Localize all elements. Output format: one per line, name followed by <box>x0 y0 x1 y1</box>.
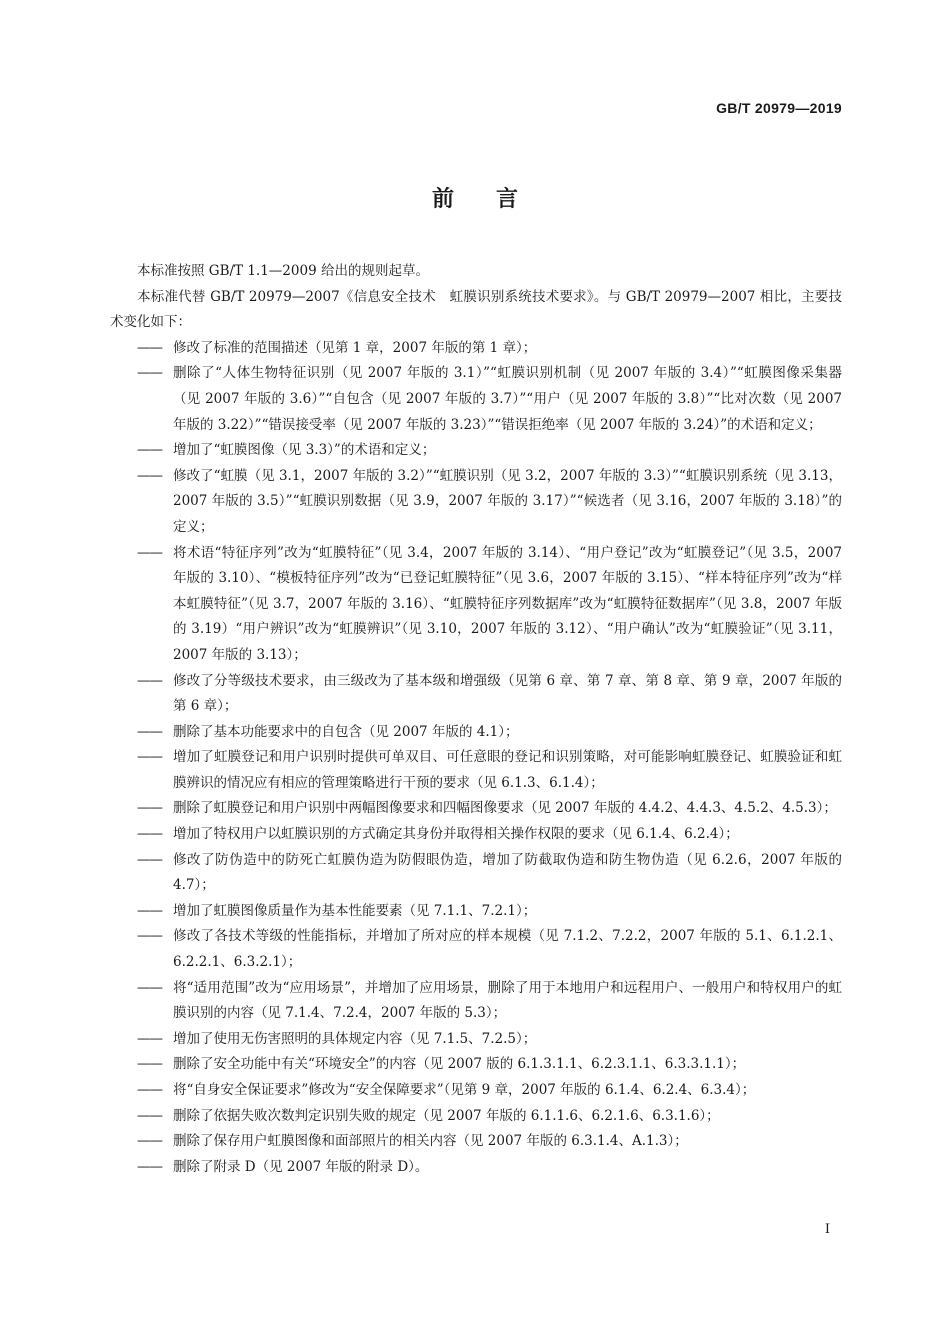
list-item <box>110 1078 842 1104</box>
list-item-text: 将“适用范围”改为“应用场景”，并增加了应用场景，删除了用于本地用户和远程用户、一般用户和特权用户的虹膜识别的内容（见 7.1.4、7.2.4，2007 年版的 5.3）； <box>173 979 842 1022</box>
list-dash: —— <box>137 339 162 356</box>
list-item-text: 将“自身安全保证要求”修改为“安全保障要求”（见第 9 章，2007 年版的 6.1.4、6.2.4、6.3.4）； <box>173 1082 756 1098</box>
list-item <box>110 1027 842 1053</box>
list-item-text: 删除了虹膜登记和用户识别中两幅图像要求和四幅图像要求（见 2007 年版的 4.4.2、4.4.3、4.5.2、4.5.3）； <box>173 800 837 817</box>
list-item-text: 删除了“人体生物特征识别（见 2007 年版的 3.1）”“虹膜识别机制（见 2007 年版的 3.4）”“虹膜图像采集器（见 2007 年版的 3.6）”“自包含（见 2007 年版的 3.7）”“用户（见 2007 年版的 3.8）”“比对次数（见 2007 年版的 3.22）”“错误接受率（见 2007 年版的 3.23）”“错误拒绝率（见 2007 年版的 3.24）”的术语和定义； <box>173 365 842 433</box>
list-item-text: 删除了依据失败次数判定识别失败的规定（见 2007 年版的 6.1.1.6、6.2.1.6、6.3.1.6）； <box>173 1107 720 1124</box>
list-dash: —— <box>137 1056 162 1073</box>
paragraph: 本标准按照 GB/T 1.1—2009 给出的规则起草。 <box>137 263 429 279</box>
list-item <box>110 336 842 362</box>
list-item-text: 增加了虹膜图像质量作为基本性能要素（见 7.1.1、7.2.1）； <box>173 902 537 919</box>
list-item-text: 修改了防伪造中的防死亡虹膜伪造为防假眼伪造，增加了防截取伪造和防生物伪造（见 6.2.6，2007 年版的 4.7）； <box>173 851 842 894</box>
list-item-text: 增加了特权用户以虹膜识别的方式确定其身份并取得相关操作权限的要求（见 6.1.4、6.2.4）； <box>173 826 739 843</box>
list-item <box>110 924 842 975</box>
list-dash: —— <box>137 442 162 459</box>
list-item <box>110 1104 842 1130</box>
list-item <box>110 822 842 848</box>
list-dash: —— <box>137 800 162 817</box>
list-dash: —— <box>137 1082 162 1098</box>
list-item <box>110 464 842 541</box>
list-dash: —— <box>137 723 162 740</box>
list-dash: —— <box>137 851 162 868</box>
list-item <box>110 1155 842 1181</box>
list-dash: —— <box>137 749 162 766</box>
list-dash: —— <box>137 902 162 919</box>
list-item-text: 删除了保存用户虹膜图像和面部照片的相关内容（见 2007 年版的 6.3.1.4、A.1.3）； <box>173 1133 688 1150</box>
list-item-text: 将术语“特征序列”改为“虹膜特征”（见 3.4，2007 年版的 3.14）、“用户登记”改为“虹膜登记”（见 3.5，2007 年版的 3.10）、“模板特征序列”改为“已登记虹膜特征”（见 3.6，2007 年版的 3.15）、“样本特征序列”改为“样本虹膜特征”（见 3.7，2007 年版的 3.16）、“虹膜特征序列数据库”改为“虹膜特征数据库”（见 3.8，2007 年版的 3.19）“用户辨识”改为“虹膜辨识”（见 3.10，2007 年版的 3.12）、“用户确认”改为“虹膜验证”（见 3.11，2007 年版的 3.13）； <box>173 544 842 663</box>
list-item-text: 修改了各技术等级的性能指标，并增加了所对应的样本规模（见 7.1.2、7.2.2，2007 年版的 5.1、6.1.2.1、6.2.2.1、6.3.2.1）； <box>173 928 842 971</box>
change-list <box>110 336 842 1181</box>
page-number: I <box>824 1222 830 1237</box>
list-dash: —— <box>137 544 162 561</box>
list-item-text: 增加了使用无伤害照明的具体规定内容（见 7.1.5、7.2.5）； <box>173 1030 537 1047</box>
list-item <box>110 1129 842 1155</box>
document-body <box>110 259 842 1180</box>
page-title: 前言 <box>431 187 560 212</box>
list-item <box>110 1052 842 1078</box>
list-item-text: 修改了分等级技术要求，由三级改为了基本级和增强级（见第 6 章、第 7 章、第 8 章、第 9 章，2007 年版的第 6 章）； <box>173 672 842 715</box>
list-dash: —— <box>137 1133 162 1150</box>
list-dash: —— <box>137 1158 162 1175</box>
list-dash: —— <box>137 467 162 484</box>
list-dash: —— <box>137 1030 162 1047</box>
list-item <box>110 361 842 438</box>
list-item <box>110 745 842 796</box>
list-item <box>110 669 842 720</box>
list-item-text: 修改了“虹膜（见 3.1，2007 年版的 3.2）”“虹膜识别（见 3.2，2007 年版的 3.3）”“虹膜识别系统（见 3.13，2007 年版的 3.5）”“虹膜识别数据（见 3.9，2007 年版的 3.17）”“候选者（见 3.16，2007 年版的 3.18）”的定义； <box>173 467 842 535</box>
list-item <box>110 976 842 1027</box>
list-item <box>110 438 842 464</box>
standard-code: GB/T 20979—2019 <box>716 100 842 116</box>
list-dash: —— <box>137 928 162 945</box>
list-dash: —— <box>137 826 162 843</box>
list-item-text: 增加了“虹膜图像（见 3.3）”的术语和定义； <box>173 442 436 459</box>
list-dash: —— <box>137 672 162 689</box>
list-item <box>110 899 842 925</box>
list-item <box>110 720 842 746</box>
list-item-text: 删除了附录 D（见 2007 年版的附录 D）。 <box>173 1158 429 1175</box>
list-item <box>110 541 842 669</box>
list-dash: —— <box>137 979 162 996</box>
paragraph: 本标准代替 GB/T 20979—2007《信息安全技术 虹膜识别系统技术要求》。与 GB/T 20979—2007 相比，主要技术变化如下： <box>110 288 842 331</box>
list-dash: —— <box>137 1107 162 1124</box>
list-item-text: 删除了安全功能中有关“环境安全”的内容（见 2007 版的 6.1.3.1.1、6.2.3.1.1、6.3.3.1.1）； <box>173 1056 746 1073</box>
list-item-text: 增加了虹膜登记和用户识别时提供可单双目、可任意眼的登记和识别策略，对可能影响虹膜登记、虹膜验证和虹膜辨识的情况应有相应的管理策略进行干预的要求（见 6.1.3、6.1.4）； <box>173 749 842 791</box>
list-item-text: 删除了基本功能要求中的自包含（见 2007 年版的 4.1）； <box>173 723 519 740</box>
list-item-text: 修改了标准的范围描述（见第 1 章，2007 年版的第 1 章）； <box>173 339 537 356</box>
list-item <box>110 796 842 822</box>
list-dash: —— <box>137 365 162 382</box>
list-item <box>110 848 842 899</box>
